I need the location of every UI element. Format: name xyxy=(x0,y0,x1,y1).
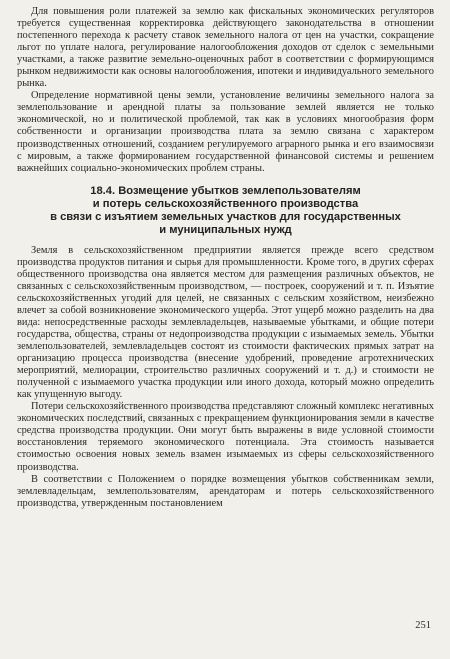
paragraph-land-price: Определение нормативной цены земли, установление величины земельного налога за землепользование и арендной платы за пользование землей является не только экономической, но и политической проблемой, так как в условиях многообразия форм собственности и организации производства плата за землю связана с характером производственных отношений, созданием регулируемого аграрного рынка и его взаимосвязи с мировым, а также формированием государственной финансовой системы и решением важнейших социально-экономических проблем страны. xyxy=(17,90,434,174)
section-heading xyxy=(17,185,434,237)
paragraph-production-losses: Потери сельскохозяйственного производства представляют сложный комплекс негативных экономических последствий, связанных с прекращением функционирования земли в качестве средства производства продукции. Они могут быть выражены в виде условной стоимости восстановления теряемого экономического потенциала. Эта стоимость называется стоимостью освоения новых земель взамен изымаемых из сферы сельскохозяйственного производства. xyxy=(17,401,434,473)
paragraph-land-as-means: Земля в сельскохозяйственном предприятии является прежде всего средством производства продуктов питания и сырья для промышленности. Кроме того, в других сферах общественного производства она является местом для размещения различных объектов, не связанных с сельскохозяйственным производством, — построек, сооружений и т. п. Изъятие сельскохозяйственных угодий для целей, не связанных с сельским хозяйством, неизбежно влечет за собой возникновение экономического ущерба. Этот ущерб можно разделить на два вида: непосредственные расходы землевладельцев, называемые убытками, и общие потери государства, общества, страны от недопроизводства продукции с изымаемых земель. Убытки землепользователей, землевладельцев состоят из стоимости фактических прямых затрат на организацию процесса производства (внесение удобрений, проведение агротехнических мероприятий, мелиорации, строительство различных сооружений и т. д.) и стоимости не полученной с изымаемого участка продукции или иного дохода, который можно определить как упущенную выгоду. xyxy=(17,244,434,401)
paragraph-tax-regulation: Для повышения роли платежей за землю как фискальных экономических регуляторов требуется существенная корректировка действующего законодательства в отношении постепенного перехода к расчету ставок земельного налога от цен на участки, сокращение льгот по уплате налога, регулирование налогообложения доходов от сделок с земельными участками, а также развитие земельно-оценочных работ в соответствии с формирующимся рынком недвижимости как основы налогообложения, ипотеки и индивидуального земельного рынка. xyxy=(17,6,434,90)
heading-line: 18.4. Возмещение убытков землепользователям xyxy=(90,184,361,197)
heading-line: и муниципальных нужд xyxy=(159,223,292,236)
page-number: 251 xyxy=(415,620,431,631)
heading-line: в связи с изъятием земельных участков для государственных xyxy=(50,210,401,223)
paragraph-regulation: В соответствии с Положением о порядке возмещения убытков собственникам земли, землевладельцам, землепользователям, арендаторам и потерь сельскохозяйственного производства, утвержденным постановлением xyxy=(17,473,434,509)
heading-line: и потерь сельскохозяйственного производства xyxy=(92,197,359,210)
